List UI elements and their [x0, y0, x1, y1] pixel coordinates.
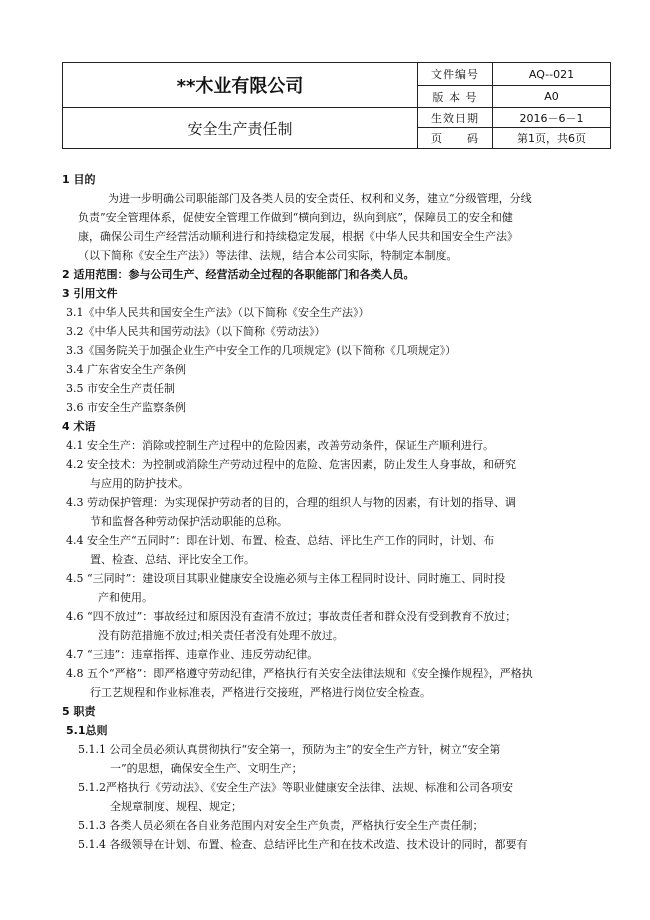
body-line: 4.8 五个“严格”：即严格遵守劳动纪律，严格执行有关安全法律法规和《安全操作规程》，严格执 — [66, 667, 533, 680]
body-line: 4.1 安全生产：消除或控制生产过程中的危险因素，改善劳动条件，保证生产顺利进行。 — [66, 439, 494, 452]
body-line: 4 术语 — [62, 420, 96, 433]
body-line: 3.5 市安全生产责任制 — [66, 382, 175, 395]
body-line: 5.1.3 各类人员必须在各自业务范围内对安全生产负责，严格执行安全生产责任制； — [78, 819, 484, 832]
value-version: A0 — [493, 86, 611, 108]
body-line: 4.6 “四不放过”：事故经过和原因没有查清不放过；事故责任者和群众没有受到教育不放过； — [66, 610, 517, 623]
label-page: 页 码 — [418, 128, 493, 149]
body-line: 负责”安全管理体系，促使安全管理工作做到“横向到边，纵向到底”，保障员工的安全和健 — [78, 211, 513, 224]
body-line: 4.2 安全技术：为控制或消除生产劳动过程中的危险、危害因素，防止发生人身事故，和研究 — [66, 458, 516, 471]
body-line: 行工艺规程和作业标准表，严格进行交接班，严格进行岗位安全检查。 — [90, 686, 431, 699]
body-line: 1 目的 — [62, 173, 96, 186]
body-line: 3.1《中华人民共和国安全生产法》（以下简称《安全生产法》） — [66, 306, 370, 319]
body-line: 一”的思想，确保安全生产、文明生产； — [110, 762, 303, 775]
body-line: 4.3 劳动保护管理：为实现保护劳动者的目的，合理的组织人与物的因素，有计划的指导、调 — [66, 496, 516, 509]
document-header — [62, 62, 611, 149]
body-line: 4.7 “三违”：违章指挥、违章作业、违反劳动纪律。 — [66, 648, 319, 661]
body-line: 没有防范措施不放过;相关责任者没有处理不放过。 — [98, 629, 344, 642]
body-line: 5.1.2严格执行《劳动法》、《安全生产法》等职业健康安全法律、法规、标准和公司各项安 — [78, 781, 513, 794]
body-line: 4.4 安全生产“五同时”：即在计划、布置、检查、总结、评比生产工作的同时，计划、布 — [66, 534, 495, 547]
value-effective-date: 2016－6－1 — [493, 108, 611, 128]
body-line: 3.2《中华人民共和国劳动法》（以下简称《劳动法》） — [66, 325, 326, 338]
company-name: **木业有限公司 — [63, 63, 418, 108]
body-line: 5.1总则 — [66, 724, 108, 737]
body-line: 5 职责 — [62, 705, 96, 718]
label-version: 版 本 号 — [418, 86, 493, 108]
document-title: 安全生产责任制 — [63, 108, 418, 149]
body-line: 3.6 市安全生产监察条例 — [66, 401, 186, 414]
body-line: 5.1.1 公司全员必须认真贯彻执行“安全第一，预防为主”的安全生产方针，树立“安全第 — [78, 743, 501, 756]
document-body — [62, 170, 582, 854]
value-page: 第1页，共6页 — [493, 128, 611, 149]
body-line: 与应用的防护技术。 — [90, 477, 189, 490]
body-line: 2 适用范围：参与公司生产、经营活动全过程的各职能部门和各类人员。 — [62, 268, 415, 281]
body-line: 4.5 “三同时”：建设项目其职业健康安全设施必须与主体工程同时设计、同时施工、同时投 — [66, 572, 506, 585]
body-line: 5.1.4 各级领导在计划、布置、检查、总结评比生产和在技术改造、技术设计的同时，都要有 — [78, 838, 528, 851]
body-line: 节和监督各种劳动保护活动职能的总称。 — [90, 515, 288, 528]
label-doc-number: 文件编号 — [418, 63, 493, 86]
value-doc-number: AQ--021 — [493, 63, 611, 86]
body-line: （以下简称《安全生产法》）等法律、法规，结合本公司实际，特制定本制度。 — [78, 249, 458, 262]
body-line: 置、检查、总结、评比安全工作。 — [90, 553, 255, 566]
body-line: 为进一步明确公司职能部门及各类人员的安全责任、权利和义务，建立“分级管理，分线 — [108, 192, 532, 205]
body-line: 3.4 广东省安全生产条例 — [66, 363, 186, 376]
body-line: 产和使用。 — [98, 591, 153, 604]
body-line: 3 引用文件 — [62, 287, 118, 300]
body-line: 康，确保公司生产经营活动顺利进行和持续稳定发展，根据《中华人民共和国安全生产法》 — [78, 230, 518, 243]
label-effective-date: 生效日期 — [418, 108, 493, 128]
body-line: 3.3《国务院关于加强企业生产中安全工作的几项规定》(以下简称《几项规定》） — [66, 344, 457, 357]
body-line: 全规章制度、规程、规定； — [110, 800, 242, 813]
